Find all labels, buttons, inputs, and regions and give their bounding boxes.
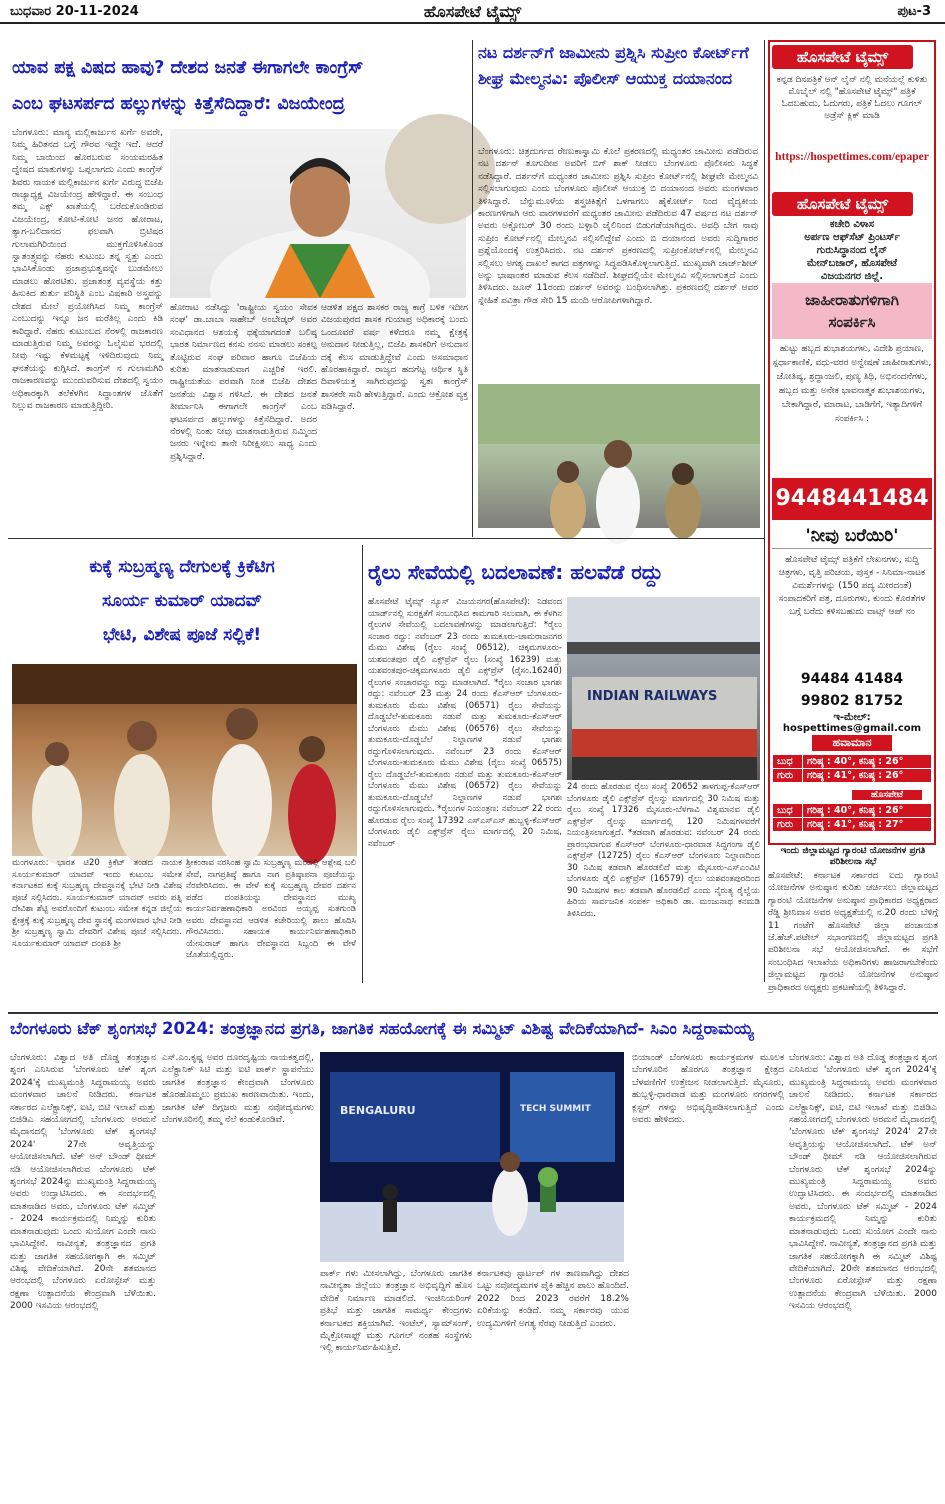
office-line-3: ಗುರುಸಿದ್ಧಾನಂದ ಲೈನ್ xyxy=(816,245,888,256)
sidebar-story-body: ಹೊಸಪೇಟೆ: ಕರ್ನಾಟಕ ಸರ್ಕಾರದ ಐದು ಗ್ಯಾರಂಟಿ ಯೋಜನೆಗಳ ಅನುಷ್ಠಾನ ಕುರಿತು ಚರ್ಚಿಸಲು ಜಿಲ್ಲಾಮಟ್ಟದ ಗ್ಯಾರಂಟಿ ಯೋಜನೆಗಳ ಅನುಷ್ಠಾನ ಪ್ರಾಧಿಕಾರದ ಅಧ್ಯಕ್ಷರಾದ ರೆಡ್ಡಿ ಶ್ರೀನಿವಾಸ ಅವರ ಅಧ್ಯಕ್ಷತೆಯಲ್ಲಿ ನ.20 ರಂದು ಬೆಳಿಗ್ಗೆ 11 ಗಂಟೆಗೆ ಹೊಸಪೇಟೆ ಜಿಲ್ಲಾ ಪಂಚಾಯತ ಜೆ.ಹೆಚ್.ಪಟೇಲ್ ಸಭಾಂಗಣದಲ್ಲಿ ಜಿಲ್ಲಾಮಟ್ಟದ ಪ್ರಗತಿ ಪರಿಶೀಲನಾ ಸಭೆ ಆಯೋಜಿಸಲಾಗಿದೆ. ಈ ಸಭೆಗೆ ಸಂಬಂಧಿಸಿದ ಇಲಾಖೆಯ ಅಧಿಕಾರಿಗಳು ಹಾಜರಾಗಬೇಕೆಂದು ಜಿಲ್ಲಾಮಟ್ಟದ ಗ್ಯಾರಂಟಿ ಯೋಜನೆಗಳ ಅನುಷ್ಠಾನ ಪ್ರಾಧಿಕಾರದ ಅಧ್ಯಕ್ಷರು ಪ್ರಕಟಣೆಯಲ್ಲಿ ತಿಳಿಸಿದ್ದಾರೆ. xyxy=(768,871,938,993)
story5-headline: ಬೆಂಗಳೂರು ಟೆಕ್ ಶೃಂಗಸಭೆ 2024: ತಂತ್ರಜ್ಞಾನದ ಪ್ರಗತಿ, ಜಾಗತಿಕ ಸಹಯೋಗಕ್ಕೆ ಈ ಸಮ್ಮಿಟ್ ವಿಶಿಷ್ಟ ವೇದಿಕೆಯಾಗಿದೆ- ಸಿಎಂ ಸಿದ್ದರಾಮಯ್ಯ xyxy=(10,1019,754,1038)
weather-day-4: ಗುರು xyxy=(773,818,803,832)
tech-summit-photo xyxy=(320,1052,624,1262)
weather-temp-3: ಗರಿಷ್ಠ : 40°, ಕನಿಷ್ಠ : 26° xyxy=(803,804,932,818)
story5-col1: ಬೆಂಗಳೂರು: ವಿಶ್ವಾದ ಅತಿ ದೊಡ್ಡ ತಂತ್ರಜ್ಞಾನ ಶೃಂಗ ಎನಿಸಿರುವ 'ಬೆಂಗಳೂರು ಟೆಕ್ ಶೃಂಗ 2024'ಕ್ಕೆ ಮುಖ್ಯಮಂತ್ರಿ ಸಿದ್ದರಾಮಯ್ಯ ಅವರು ಮಂಗಳವಾರ ಚಾಲನೆ ನೀಡಿದರು. ಕರ್ನಾಟಕ ಸರ್ಕಾರದ ಎಲೆಕ್ಟ್ರಾನಿಕ್ಸ್, ಐಟಿ, ಬಿಟಿ ಇಲಾಖೆ ಮತ್ತು ಬಿಜಿಡಿಎ ಸಹಯೋಗದಲ್ಲಿ ಬೆಂಗಳೂರು ಅರಮನೆ ಮೈದಾನದಲ್ಲಿ 'ಬೆಂಗಳೂರು ಟೆಕ್ ಶೃಂಗಸಭೆ 2024' 27ನೇ ಆವೃತ್ತಿಯನ್ನು ಆಯೋಜಿಸಲಾಗಿದೆ. ಟೆಕ್ ಅನ್ ಬೌಂಡ್ ಥೀಮ್ ನಡಿ ಆಯೋಜಿಸಲಾಗಿರುವ ಬೆಂಗಳೂರು ಟೆಕ್ ಶೃಂಗಸಭೆ 2024ನ್ನು ಮುಖ್ಯಮಂತ್ರಿ ಸಿದ್ದರಾಮಯ್ಯ ಅವರು ಉದ್ಘಾಟಿಸಿದರು. ಈ ಸಂದರ್ಭದಲ್ಲಿ ಮಾತನಾಡಿದ ಅವರು, ಬೆಂಗಳೂರು ಟೆಕ್ ಸಮ್ಮಿಟ್ - 2024 ಕಾರ್ಯಕ್ರಮದಲ್ಲಿ ನಿಮ್ಮನ್ನು ಕುರಿತು ಮಾತನಾಡುವುದು ಒಂದು ಸುಯೋಗ ಎಂದೇ ನಾನು ಭಾವಿಸಿದ್ದೇನೆ. ನಾವೀನ್ಯತೆ, ತಂತ್ರಜ್ಞಾನದ ಪ್ರಗತಿ ಮತ್ತು ಜಾಗತಿಕ ಸಹಯೋಗಕ್ಕಾಗಿ ಈ ಸಮ್ಮಿಟ್ ವಿಶಿಷ್ಟ ವೇದಿಕೆಯಾಗಿದೆ. 20ನೇ ಶತಮಾನದ ಆರಂಭದಲ್ಲಿ ಬೆಂಗಳೂರು ಏರೋಸ್ಪೇಸ್ ಮತ್ತು ರಕ್ಷಣಾ ಉತ್ಪಾದನೆಯ ಕೇಂದ್ರವಾಗಿ ಬೆಳೆಯಿತು. 2000 ಇಸವಿಯ ಆರಂಭದಲ್ಲಿ xyxy=(10,1053,156,1312)
weather-day-2: ಗುರು xyxy=(773,769,803,783)
story1-col3: ಆಡಳಿತ ಪಕ್ಷದ ಶಾಸಕರ ರಾಜ್ಯ ಕಾಗ್ರೆ ಬಳಿಕ ಇದೀಗ ವಿಜಯಪುರದ ಶಾಸಕ ಗುಯಾಪ್ರ ಅಧಿಕಾರಕ್ಕೆ ಬಂದು ಒಂದೂವರೆ ವರ್ಷ ಕಳೆದರೂ ನಮ್ಮ ಕ್ಷೇತ್ರಕ್ಕೆ ಅನುದಾನ ನೀಡುತ್ತಿಲ್ಲ, ಬಿಜೆಪಿ ಶಾಸಕರಿಗೆ ಅನುದಾನ ದಕ್ಕೆ ಕೆಲಸ ಮಾಡುತ್ತಿದ್ದೇವೆ ಎಂದು ಅಸಮಾಧಾನ ಹೊರಹಾಕಿದ್ದಾರೆ. ರಾಜ್ಯದ ಹದಗೆಟ್ಟ ಆರ್ಥಿಕ ಸ್ಥಿತಿ ದಿವಾಳಿಯತ್ತ ಸಾಗಿರುವುದನ್ನು ಸ್ವತಃ ಕಾಂಗ್ರೆಸ್ ಶಾಸಕರೇ ಸಾರಿ ಹೇಳುತ್ತಿದ್ದಾರೆ. ಎಂದು ಆಕ್ರೋಶ ವ್ಯಕ್ತ ಪಡಿಸಿದ್ದಾರೆ. xyxy=(321,303,468,413)
story1-col2: ಹೋರಾಟ ನಡೆಸಿದ್ದು 'ರಾಷ್ಟ್ರೀಯ ಸ್ವಯಂ ಸೇವಕ ಸಂಘ' ಡಾ.ಬಾಬಾ ಸಾಹೇಬ್ ಅಂಬೇಡ್ಕರ್ ಅವರ ಸಂವಿಧಾನದ ಆಶಯಕ್ಕೆ ಧಕ್ಕೆಯಾಗದಂತೆ ಬಲಿಷ್ಠ ಭಾರತ ನಿರ್ಮಾಣದ ಕನಸು ನನಸು ಮಾಡಲು ಸಂಕಲ್ಪ ತೊಟ್ಟಿರುವ ಸಂಘ ಪರಿವಾರ ಹಾಗೂ ಬಿಜೆಪಿಯ ಕುರಿತು ಮಾತನಾಡುವಾಗ ಎಚ್ಚರಿಕೆ ಇರಲಿ. ರಾಷ್ಟ್ರೀಯತೆಯ ಪರವಾಗಿ ನಿಂತ ಬಿಜೆಪಿ ದೇಶದ ಜನತೆಯ ವಿಶ್ವಾಸ ಗಳಿಸಿದೆ. ಈ ದೇಶದ ಜನತೆ ತೀರ್ಮಾನಿಸಿ ಈಗಾಗಲೇ ಕಾಂಗ್ರೆಸ್ ಎಂಬ ಘಟಸರ್ಪದ ಹಲ್ಲುಗಳನ್ನು ಕಿತ್ತೆಸೆದಿದ್ದಾರೆ. ಅದರ ನೆರಳಲ್ಲಿ ನಿಂತು ನೀವು ಮಾತನಾಡುತ್ತಿರುವ ನಿಮ್ಮಿಂದ ಜನರು ಇನ್ನೇನು ತಾನೇ ನಿರೀಕ್ಷಿಸಲು ಸಾಧ್ಯ ಎಂದು ಪ್ರಶ್ನಿಸಿದ್ದಾರೆ. xyxy=(170,303,317,462)
sidebar-story-title: ಇಂದು ಜಿಲ್ಲಾಮಟ್ಟದ ಗ್ಯಾರಂಟಿ ಯೋಜನೆಗಳ ಪ್ರಗತಿ ಪರಿಶೀಲನಾ ಸಭೆ xyxy=(780,846,926,867)
stage-text-1: BENGALURU xyxy=(340,1104,416,1117)
story2-body: ಬೆಂಗಳೂರು: ಚಿತ್ರದುರ್ಗದ ರೇಣುಕಾಸ್ವಾಮಿ ಕೊಲೆ ಪ್ರಕರಣದಲ್ಲಿ ಮಧ್ಯಂತರ ಜಾಮೀನು ಪಡೆದಿರುವ ನಟ ದರ್ಶನ್ ತೂಗುದೀಪ ಅವರಿಗೆ ಬಿಗ್ ಶಾಕ್ ನೀಡಲು ಬೆಂಗಳೂರು ಪೊಲೀಸರು ಸಿದ್ಧತೆ ನಡೆಸಿದ್ದಾರೆ. ದರ್ಶನ್‌ಗೆ ಮಧ್ಯಂತರ ಜಾಮೀನು ಪ್ರಶ್ನಿಸಿ ಸುಪ್ರೀಂ ಕೋರ್ಟ್‌ನಲ್ಲಿ ಶೀಘ್ರವೇ ಮೇಲ್ಮನವಿ ಸಲ್ಲಿಸಲಾಗುವುದು ಎಂದು ಬೆಂಗಳೂರು ಪೊಲೀಸ್ ಆಯುಕ್ತ ಬಿ ದಯಾನಂದ ಅವರು ಮಂಗಳವಾರ ತಿಳಿಸಿದ್ದಾರೆ. ಬೆನ್ನುಮೂಳೆಯ ಶಸ್ತ್ರಚಿಕಿತ್ಸೆಗೆ ಒಳಗಾಗಲು ಹೈಕೋರ್ಟ್ ನಿಂದ ವೈದ್ಯಕೀಯ ಕಾರಣಗಳಿಗಾಗಿ ಆರು ವಾರಗಳವರೆಗೆ ಮಧ್ಯಂತರ ಜಾಮೀನು ಪಡೆದಿರುವ 47 ವರ್ಷದ ನಟ ದರ್ಶನ್ ಅವರು ಅಕ್ಟೋಬರ್ 30 ರಂದು ಬಳ್ಳಾರಿ ಜೈಲಿನಿಂದ ಬಿಡುಗಡೆಯಾಗಿದ್ದರು. ಅವಧಿ ಬೇಗ ನಾವು ಸುಪ್ರೀಂ ಕೋರ್ಟ್‌ನಲ್ಲಿ ಮೇಲ್ಮನವಿ ಸಲ್ಲಿಸಲಿದ್ದೇವೆ ಎಂದು ಬಿ ದಯಾನಂದ ಅವರು ಸುದ್ದಿಗಾರರ ಪ್ರಶ್ನೆಯೊಂದಕ್ಕೆ ಉತ್ತರಿಸಿದರು. ನಟ ದರ್ಶನ್ ಪ್ರಕರಣದಲ್ಲಿ ಸುಪ್ರೀಂಕೋರ್ಟ್‌ನಲ್ಲಿ ಮೇಲ್ಮನವಿ ಸಲ್ಲಿಸಲು ಅಗತ್ಯ ದಾಖಲೆ ಕಾಗದ ಪತ್ರಗಳನ್ನು ಸಿದ್ಧಪಡಿಸಿಕೊಳ್ಳಲಾಗುತ್ತಿದೆ. ಮುಖ್ಯವಾಗಿ ಜಾರ್ಜ್‌ಶೀಟ್ ಅನ್ನು ಭಾಷಾಂತರ ಮಾಡುವ ಕೆಲಸ ನಡೆದಿದೆ. ಶೀಘ್ರದಲ್ಲಿಯೇ ಮೇಲ್ಮನವಿ ಸಲ್ಲಿಸಲಾಗುತ್ತದೆ ಎಂದು ತಿಳಿಸಿದರು. ಜೂನ್ 11ರಂದು ದರ್ಶನ್ ಅವರನ್ನು ಬಂಧಿಸಲಾಗಿತ್ತು. ಪ್ರಕರಣದಲ್ಲಿ ದರ್ಶನ್ ಆವರ ಸ್ನೇಹಿತೆ ಪವಿತ್ರಾ ಗೌಡ ಸೇರಿ 15 ಮಂದಿ ಆರೋಪಿಗಳಾಗಿದ್ದಾರೆ. xyxy=(478,147,758,306)
sidebar-brand-band: ಹೊಸಪೇಟೆ ಟೈಮ್ಸ್ xyxy=(772,45,913,69)
phone-1[interactable]: 94484 41484 xyxy=(800,671,904,687)
vijayendra-photo xyxy=(170,129,466,298)
weather-day-1: ಬುಧ xyxy=(773,755,803,769)
office-line-4: ಮೇನ್‌ಬಜಾರ್, ಹೊಸಪೇಟೆ xyxy=(806,258,898,269)
story1-col1: ಬೆಂಗಳೂರು: ಮಾನ್ಯ ಮಲ್ಲಿಕಾರ್ಜುನ ಖರ್ಗೆ ಅವರೇ, ನಿಮ್ಮ ಹಿರಿತನದ ಬಗ್ಗೆ ಗೌರವ ಇದ್ದೇ ಇದೆ. ಆದರೆ ನಿಮ್ಮ ಬಾಯಿಂದ ಹೊರಬರುವ ಸಂಯಮರಹಿತ ದ್ವೇಷದ ಮಾತುಗಳನ್ನು ಒಪ್ಪಲಾಗದು ಎಂದು ಕಾಂಗ್ರೆಸ್ ಶಿವರು ನಾಯಕ ಮಲ್ಲಿಕಾರ್ಜುನ ಖರ್ಗೆ ವಿರುದ್ಧ ಬಿಜೆಪಿ ರಾಜ್ಯಾಧ್ಯಕ್ಷ ವಿಜಯೇಂದ್ರ ಹೇಳಿದ್ದಾರೆ. ಈ ಸಂಬಂಧ ತಮ್ಮ ಎಕ್ಸ್ ಖಾತೆಯಲ್ಲಿ ಬರೆದುಕೊಂಡಿರುವ ವಿಜಯೇಂದ್ರ, ಕೋಟಿ-ಕೋಟಿ ಜನರ ಹೋರಾಟ, ತ್ಯಾಗ-ಬಲಿದಾನದ ಫಲವಾಗಿ ಬ್ರಿಟಿಷರ ಗುಲಾಮಗಿರಿಯಿಂದ ಮುಕ್ತಗೊಳಿಸಿಕೊಂಡ ಸ್ವಾತಂತ್ರ್ಯವನ್ನು ನೆಹರು ಕುಟುಂಬ ತನ್ನ ಸ್ವತ್ತು ಎಂದು ಭಾವಿಸಿಕೊಂಡು ಪ್ರಜಾಪ್ರಭುತ್ವವನ್ನೇ ಬುಡಮೇಲು ಮಾಡಲು ಹೊರಟಿತು. ಪ್ರಜಾತಂತ್ರ ವ್ಯವಸ್ಥೆಯ ಕತ್ತು ಹಿಸುಕಿದ ತುರ್ತು ಪರಿಸ್ಥಿತಿ ಎಂಬ ವಿಷಕಾರಿ ಅಸ್ತ್ರವನ್ನು ದೇಶದ ಮೇಲೆ ಪ್ರಯೋಗಿಸಿದ ನಿಮ್ಮ ಕಾಂಗ್ರೆಸ್ ಎಂಬುದನ್ನು ಇನ್ನೂ ಜನ ಮರೆತಿಲ್ಲ ಎಂದು ಕಿಡಿ ಕಾರಿದ್ದಾರೆ. ನೆಹರು ಕುಟುಂಬದ ನೆರಳಲ್ಲಿ ರಾಜಕಾರಣ ಮಾಡುತ್ತಿರುವ ನಿಮ್ಮ ಅವರನ್ನು ಓಲೈಸುವ ಭರದಲ್ಲಿ ನೀವು ಇಷ್ಟು ಕೆಳಮಟ್ಟಕ್ಕೆ ಇಳಿದಿರುವುದು ನಿಮ್ಮ ಘನತೆಯನ್ನು ಕುಗ್ಗಿಸಿದೆ. ಕಾಂಗ್ರೆಸ್ ನ ಗುಲಾಮಗಿರಿ ರಾಜಕಾರಣವನ್ನು ಮುಂದುವರಿಸುವ ದೇಶದಲ್ಲಿ ಸ್ವಯಂ ಅಧಿಕಾರಕ್ಕಾಗಿ ತಲೆಕೆಳಗಿನ ಸಿದ್ಧಾಂತಗಳ ಜೊತೆಗೆ ನಿಲ್ಲುವ ರಾಜಕಾರಣ ಮಾಡುತ್ತಿದ್ದೀರಿ. xyxy=(12,128,163,411)
issue-date: ಬುಧವಾರ 20-11-2024 xyxy=(10,4,139,19)
story5-col5: ಬಿಯಾಂಡ್ ಬೆಂಗಳೂರು ಕಾರ್ಯಕ್ರಮಗಳ ಮೂಲಕ ಬೆಂಗಳೂರಿನ ಹೊರಗೂ ತಂತ್ರಜ್ಞಾನ ಕ್ಷೇತ್ರದ ಬೆಳವಣಿಗೆಗೆ ಉತ್ತೇಜನ ನೀಡಲಾಗುತ್ತಿದೆ. ಮೈಸೂರು, ಹುಬ್ಬಳ್ಳಿ-ಧಾರವಾಡ ಮತ್ತು ಮಂಗಳೂರು ನಗರಗಳಲ್ಲಿ ಕ್ಲಸ್ಟರ್ ಗಳನ್ನು ಅಭಿವೃದ್ಧಿಪಡಿಸಲಾಗುತ್ತಿದೆ ಎಂದು ಅವರು ಹೇಳಿದರು. xyxy=(632,1053,784,1126)
weather-day-3: ಬುಧ xyxy=(773,804,803,818)
story3-headline-line3: ಭೇಟಿ, ವಿಶೇಷ ಪೂಜೆ ಸಲ್ಲಿಕೆ! xyxy=(102,625,262,645)
weather-table-2 xyxy=(772,803,932,832)
story4-headline: ರೈಲು ಸೇವೆಯಲ್ಲಿ ಬದಲಾವಣೆ: ಹಲವೆಡೆ ರದ್ದು xyxy=(368,560,663,584)
story3-col1: ಮಂಗಳೂರು: ಭಾರತ ಟಿ20 ಕ್ರಿಕೆಟ್ ತಂಡದ ನಾಯಕ ಸೂರ್ಯಕುಮಾರ್ ಯಾದವ್ ಇಂದು ಕುಟುಂಬ ಸಮೇತ ಕರ್ನಾಟಕದ ಕುಕ್ಕೆ ಸುಬ್ರಹ್ಮಣ್ಯ ದೇವಸ್ಥಾನಕ್ಕೆ ಭೇಟಿ ನೀಡಿ ವಿಶೇಷ ಪೂಜೆ ಸಲ್ಲಿಸಿದರು. ಸೂರ್ಯಕುಮಾರ್ ಯಾದವ್ ಅವರು ಪತ್ನಿ ದೇವಿಶಾ ಶೆಟ್ಟಿ ಅವರೊಂದಿಗೆ ಕುಟುಂಬ ಸಮೇತ ಕನ್ನಡ ಜಿಲ್ಲೆಯ ಕ್ಷೇತ್ರಕ್ಕೆ ಕುಕ್ಕೆ ಸುಬ್ರಹ್ಮಣ್ಯ ದೇವ ಸ್ಥಾನಕ್ಕೆ ಮಂಗಳವಾರ ಭೇಟಿ ನೀಡಿ ಶ್ರೀ ಸುಬ್ರಹ್ಮಣ್ಯ ಸ್ವಾಮಿ ದೇವರಿಗೆ ವಿಶೇಷ ಪೂಜೆ ಸಲ್ಲಿಸಿದರು. ಸೂರ್ಯಕುಮಾರ್ ಯಾದವ್ ದಂಪತಿ ಶ್ರೀ xyxy=(12,858,182,949)
story3-headline-line2: ಸೂರ್ಯ ಕುಮಾರ್ ಯಾದವ್ xyxy=(101,591,263,611)
story1-headline-line1: ಯಾವ ಪಕ್ಷ ವಿಷದ ಹಾವು? ದೇಶದ ಜನತೆ ಈಗಾಗಲೇ ಕಾಂಗ್ರೆಸ್ xyxy=(12,58,364,78)
weather-table-1 xyxy=(772,754,932,783)
office-line-5: ವಿಜಯನಗರ ಜಿಲ್ಲೆ. xyxy=(820,271,884,282)
office-line-2: ಅರ್ಪಣ ಆಫ್‌ಸೆಟ್ ಪ್ರಿಂಟರ್ಸ್ xyxy=(804,232,900,243)
weather-subtitle: ಹೊಸಪೇಟೆ xyxy=(852,790,922,800)
you-write-heading: 'ನೀವು ಬರೆಯಿರಿ' xyxy=(772,526,932,549)
indian-railways-photo xyxy=(567,597,760,780)
ad-phone-band: 9448441484 xyxy=(772,478,932,520)
sidebar-about-text: ಕನ್ನಡ ದಿನಪತ್ರಿಕೆ ಆನ್ ಲೈನ್ ನಲ್ಲಿ ಮನೆಯಲ್ಲೆ ಕುಳಿತು ಮೊಬೈಲ್ ನಲ್ಲಿ "ಹೊಸಪೇಟೆ ಟೈಮ್ಸ್" ಪತ್ರಿಕೆ ಓದಬಹುದು, ಓದುಗರು, ಪತ್ರಿಕೆ ಓದಲು ಗೂಗಲ್ ಅಡ್ರೆಸ್ ಕ್ಲಿಕ್ ಮಾಡಿ xyxy=(776,75,928,121)
phone-2[interactable]: 99802 81752 xyxy=(800,693,904,709)
story4-col1: ಹೊಸಪೇಟೆ ಟೈಮ್ಸ್ ನ್ಯೂಸ್ ವಿಜಯನಗರ(ಹೊಸಪೇಟೆ): ನಿಡವಂದ ಯಾರ್ಡ್‌ನಲ್ಲಿ ಸುರಕ್ಷತೆಗೆ ಸಂಬಂಧಿಸಿದ ಕಾಮಗಾರಿ ಸಲುವಾಗಿ, ಈ ಕೆಳಗಿನ ರೈಲುಗಳ ಸೇವೆಯಲ್ಲಿ ಬದಲಾವಣೆಗಳನ್ನು ಮಾಡಲಾಗುತ್ತಿದೆ: *ರೈಲು ಸಂಚಾರ ರದ್ದು: ನವೆಂಬರ್ 23 ರಂದು ತುಮಕೂರು-ಚಾಮರಾಜನಗರ ಮೆಮು ವಿಶೇಷ (ರೈಲು ಸಂಖ್ಯೆ 06512), ಚಿಕ್ಕಮಗಳೂರು-ಯಶವಂತಪುರ ಡೈಲಿ ಎಕ್ಸ್‌ಪ್ರೆಸ್ ರೈಲು (ಸಂಖ್ಯೆ 16239) ಮತ್ತು ಯಶವಂತಪುರ-ಚಿಕ್ಕಮಗಳೂರು ಡೈಲಿ ಎಕ್ಸ್‌ಪ್ರೆಸ್ (ರೈಸಂ.16240) ರೈಲುಗಳ ಸಂಚಾರವನ್ನು ರದ್ದು ಮಾಡಲಾಗಿದೆ. *ರೈಲು ಸಂಚಾರ ಭಾಗಶಃ ರದ್ದು: ನವೆಂಬರ್ 23 ಮತ್ತು 24 ರಂದು ಕೆಎಸ್‌ಆರ್ ಬೆಂಗಳೂರು-ತುಮಕೂರು ಮೆಮು ವಿಶೇಷ (06571) ರೈಲು ಸೇವೆಯನ್ನು ದೊಡ್ಡಬೆಲೆ-ತುಮಕೂರು ನಡುವೆ ಮತ್ತು ತುಮಕೂರು-ಕೆಎಸ್‌ಆರ್ ಬೆಂಗಳೂರು ಮೆಮು ವಿಶೇಷ (06576) ರೈಲು ಸೇವೆಯನ್ನು ತುಮಕೂರು-ದೊಡ್ಡಬೆಲೆ ನಿಲ್ದಾಣಗಳ ನಡುವೆ ಭಾಗಶಃ ರದ್ದುಗೊಳಿಸಲಾಗುವುದು. ನವೆಂಬರ್ 23 ರಂದು ಕೆಎಸ್‌ಆರ್ ಬೆಂಗಳೂರು-ತುಮಕೂರು ಮೆಮು ವಿಶೇಷ (ರೈಲು ಸಂಖ್ಯೆ 06575) ರೈಲು ದೊಡ್ಡಬೆಲೆ-ತುಮಕೂರು ನಡುವೆ ಮತ್ತು ತುಮಕೂರು-ಕೆಎಸ್‌ಆರ್ ಬೆಂಗಳೂರು ಮೆಮು ವಿಶೇಷ (06572) ರೈಲು ಸೇವೆಯನ್ನು ತುಮಕೂರು-ದೊಡ್ಡಬೆಲೆ ನಿಲ್ದಾಣಗಳ ನಡುವೆ ಭಾಗಶಃ ರದ್ದುಗೊಳಿಸಲಾಗುವುದು. *ರೈಲುಗಳ ನಿಯಂತ್ರಣ: ನವೆಂಬರ್ 22 ರಂದು ಹೊರಡುವ ರೈಲು ಸಂಖ್ಯೆ 17392 ಎಸ್‌ಎಸ್‌ಎಸ್ ಹುಬ್ಬಳ್ಳಿ-ಕೆಎಸ್‌ಆರ್ ಬೆಂಗಳೂರು ಡೈಲಿ ಎಕ್ಸ್‌ಪ್ರೆಸ್ ರೈಲು ಮಾರ್ಗದಲ್ಲಿ 20 ನಿಮಿಷ, ನವೆಂಬರ್ xyxy=(368,597,562,849)
email-address[interactable]: hospettimes@gmail.com xyxy=(782,723,922,734)
weather-temp-2: ಗರಿಷ್ಠ : 41°, ಕನಿಷ್ಠ : 26° xyxy=(803,769,932,783)
weather-temp-1: ಗರಿಷ್ಠ : 40°, ಕನಿಷ್ಠ : 26° xyxy=(803,755,932,769)
story3-col2: ಶ್ರೀಕಂಠಾವ ನರಸಿಂಹ ಸ್ವಾಮಿ ಸುಬ್ರಹ್ಮಣ್ಯ ಮಠದಲ್ಲಿ ಆಶ್ಲೇಷ ಬಲಿ ಸೇವೆ, ನಾಗಪ್ರತಿಷ್ಠೆ ಹಾಗೂ ನಾಗ ಪ್ರತಿಷ್ಠಾಪನಾ ಪೂಜೆಯನ್ನು ನೆರವೇರಿಸಿದರು. ಈ ವೇಳೆ ಕುಕ್ಕೆ ಸುಬ್ರಹ್ಮಣ್ಯ ದೇವರ ದರ್ಶನ ಪಡೆದ ದಂಪತಿಯನ್ನು ದೇವಸ್ಥಾನದ ಮುಖ್ಯ ಕಾರ್ಯನಿರ್ವಹಣಾಧಿಕಾರಿ ಅರವಿಂದ ಅಯ್ಯಪ್ಪ ಸುತಗುಂಡಿ ಅವರು ದೇವಸ್ಥಾನದ ಆಡಳಿತ ಕಚೇರಿಯಲ್ಲಿ ಶಾಲು ಹೊದಿಸಿ ಗೌರವಿಸಿದರು. ಸಹಾಯಕ ಕಾರ್ಯನಿರ್ವಹಣಾಧಿಕಾರಿ ಯೇಸುರಾಜ್ ಹಾಗೂ ದೇವಸ್ಥಾನದ ಸಿಬ್ಬಂದಿ ಈ ವೇಳೆ ಜೊತೆಯಲ್ಲಿದ್ದರು. xyxy=(186,858,356,960)
newspaper-title: ಹೊಸಪೇಟೆ ಟೈಮ್ಸ್ xyxy=(423,2,522,21)
ad-title-line-1: ಜಾಹೀರಾತುಗಳಿಗಾಗಿ xyxy=(805,291,899,309)
story4-col2: 24 ರಂದು ಹೊರಡುವ ರೈಲು ಸಂಖ್ಯೆ 20652 ತಾಳಗುಪ್ಪ-ಕೆಎಸ್‌ಆರ್ ಬೆಂಗಳೂರು ಡೈಲಿ ಎಕ್ಸ್‌ಪ್ರೆಸ್ ರೈಲನ್ನು ಮಾರ್ಗದಲ್ಲಿ 30 ನಿಮಿಷ ಮತ್ತು ರೈಲು ಸಂಖ್ಯೆ 17326 ಮೈಸೂರು-ಬೆಳಗಾವಿ ವಿಶ್ವಮಾನವ ಡೈಲಿ ಎಕ್ಸ್‌ಪ್ರೆಸ್ ರೈಲನ್ನು ಮಾರ್ಗದಲ್ಲಿ 120 ನಿಮಿಷಗಳವರೆಗೆ ನಿಯಂತ್ರಿಸಲಾಗುತ್ತದೆ. *ತಡವಾಗಿ ಹೊರಡುವ: ನವೆಂಬರ್ 24 ರಂದು ಪ್ರಾರಂಭವಾಗುವ ಕೆಎಸ್‌ಆರ್ ಬೆಂಗಳೂರು-ಧಾರವಾಡ ಸಿದ್ಧಗಂಗಾ ಡೈಲಿ ಎಕ್ಸ್‌ಪ್ರೆಸ್ (12725) ರೈಲು ಕೆಎಸ್‌ಆರ್ ಬೆಂಗಳೂರು ನಿಲ್ದಾಣದಿಂದ 30 ನಿಮಿಷ ತಡವಾಗಿ ಹೊರಡಲಿದೆ ಮತ್ತು ಮೈಸೂರು-ಎಸ್‌ಎಂವಿಟಿ ಬೆಂಗಳೂರು ಡೈಲಿ ಎಕ್ಸ್‌ಪ್ರೆಸ್ (16579) ರೈಲು ಯಶವಂತಪುರದಿಂದ 90 ನಿಮಿಷಗಳ ಕಾಲ ತಡವಾಗಿ ಹೊರಡಲಿದೆ ಎಂದು ನೈರುತ್ಯ ರೈಲ್ವೆಯ ಹಿರಿಯ ಸಾರ್ವಜನಿಕ ಸಂಪರ್ಕ ಅಧಿಕಾರಿ ಡಾ. ಮಂಜುನಾಥ ಕನಮಡಿ ತಿಳಿಸಿದರು. xyxy=(567,782,760,919)
story3-headline xyxy=(12,550,352,652)
story5-col2: ಎಸ್.ಎಂ.ಕೃಷ್ಣ ಅವರ ದೂರದೃಷ್ಟಿಯ ನಾಯಕತ್ವದಲ್ಲಿ, ಎಲೆಕ್ಟ್ರಾನಿಕ್ ಸಿಟಿ ಮತ್ತು ಐಟಿ ಪಾರ್ಕ್ ಸ್ಥಾಪನೆಯು ಜಾಗತಿಕ ತಂತ್ರಜ್ಞಾನ ಕೇಂದ್ರವಾಗಿ ಬೆಂಗಳೂರು ಹೊರಹೊಮ್ಮಲು ಪ್ರಮುಖ ಕಾರಣವಾಯಿತು. ಇಂದು, ಜಾಗತಿಕ ಟೆಕ್ ದಿಗ್ಗಜರು ಮತ್ತು ನವೋದ್ಯಮಗಳು ಬೆಂಗಳೂರಿನಲ್ಲಿ ತಮ್ಮ ನೆಲೆ ಕಂಡುಕೊಂಡಿವೆ. xyxy=(162,1053,314,1126)
ad-title-line-2: ಸಂಪರ್ಕಿಸಿ xyxy=(828,313,876,331)
story3-headline-line1: ಕುಕ್ಕೆ ಸುಬ್ರಹ್ಮಣ್ಯ ದೇಗುಲಕ್ಕೆ ಕ್ರಿಕೆಟಿಗ xyxy=(89,557,275,577)
loco-label: INDIAN RAILWAYS xyxy=(587,689,718,704)
you-write-body: ಹೊಸಪೇಟೆ ಟೈಮ್ಸ್ ಪತ್ರಿಕೆಗೆ ಲೇಖನಗಳು, ಸುದ್ದಿ ಚಿತ್ರಗಳು, ವೃತ್ತಿ ಪರಿಚಯ, ಪುಸ್ತಕ - ಸಿನಿಮಾ-ನಾಟಕ ವಿಮರ್ಶೆಗಳನ್ನು (150 ಪದ್ಯ ಮೀರದಂತೆ) ಸಂಪಾದಕರಿಗೆ ಪತ್ರ, ದೂರುಗಳು, ಕುಂದು ಕೊರತೆಗಳ ಬಗ್ಗೆ ಬರೆದು ಕಳಿಸಬಹುದು ವಾಟ್ಸ್ ಆಪ್ ನಂ xyxy=(778,555,926,617)
darshan-photo xyxy=(478,384,760,528)
sidebar-brand-band-2: ಹೊಸಪೇಟೆ ಟೈಮ್ಸ್ xyxy=(772,192,913,216)
masthead xyxy=(0,0,945,24)
email-label: ಇ-ಮೇಲ್: xyxy=(833,712,871,723)
stage-text-2: TECH SUMMIT xyxy=(520,1104,591,1114)
ad-title-band xyxy=(772,283,932,339)
page-number: ಪುಟ-3 xyxy=(897,4,931,19)
ad-categories: ಹುಟ್ಟು ಹಬ್ಬದ ಶುಭಾಶಯಗಳು, ವಿದೇಶಿ ಪ್ರಯಾಣ, ಸ್ಪರ್ಧಾಕಾಣಿಕೆ, ವಧು-ವರರ ಅನ್ವೇಷಣೆ ಜಾಹೀರಾತುಗಳು, ಜೋತಿಷ್ಯ, ಶ್ರದ್ಧಾಂಜಲಿ, ಪುಣ್ಯ ತಿಥಿ, ಅಭಿನಂದನೆಗಳು, ಹಬ್ಬದ ಮತ್ತು ಅನೇಕ ಭಾವನಾತ್ಮಕ ಶುಭಾಶಯಗಳು, ಬೇಕಾಗಿದ್ದಾರೆ, ಮಾರಾಟ, ಬಾಡಿಗೆಗೆ, ಇತ್ಯಾದಿಗಳಿಗೆ ಸಂಪರ್ಕಿಸಿ : xyxy=(772,344,932,424)
weather-temp-4: ಗರಿಷ್ಠ : 41°, ಕನಿಷ್ಠ : 27° xyxy=(803,818,932,832)
suryakumar-temple-photo xyxy=(12,664,357,856)
office-address xyxy=(772,218,932,283)
epaper-link[interactable]: https://hospettimes.com/epaper xyxy=(775,151,929,163)
story1-headline-line2: ಎಂಬ ಘಟಸರ್ಪದ ಹಲ್ಲುಗಳನ್ನು ಕಿತ್ತೆಸೆದಿದ್ದಾರೆ: ವಿಜಯೇಂದ್ರ xyxy=(12,94,345,114)
story5-col4: ಕರ್ನಾಟಕವು ಸ್ಟಾರ್ಟಪ್ ಗಳ ತಾಣವಾಗಿದ್ದು ದೇಶದ ಒಟ್ಟು ನವೋದ್ಯಮಗಳ ಪೈಕಿ ಹೆಚ್ಚಿನ ಪಾಲು ಹೊಂದಿದೆ. 2022 ರಿಂದ 2023 ರವರೆಗೆ 18.2% ಏರಿಕೆಯನ್ನು ಕಂಡಿದೆ. ನಮ್ಮ ಸರ್ಕಾರವು ಯುವ ಉದ್ಯಮಿಗಳಿಗೆ ಅಗತ್ಯ ನೆರವು ನೀಡುತ್ತಿದೆ ಎಂದರು. xyxy=(477,1269,629,1329)
weather-title: ಹವಾಮಾನ xyxy=(812,735,892,751)
story5-col6: ಬೆಂಗಳೂರು: ವಿಶ್ವಾದ ಅತಿ ದೊಡ್ಡ ತಂತ್ರಜ್ಞಾನ ಶೃಂಗ ಎನಿಸಿರುವ 'ಬೆಂಗಳೂರು ಟೆಕ್ ಶೃಂಗ 2024'ಕ್ಕೆ ಮುಖ್ಯಮಂತ್ರಿ ಸಿದ್ದರಾಮಯ್ಯ ಅವರು ಮಂಗಳವಾರ ಚಾಲನೆ ನೀಡಿದರು. ಕರ್ನಾಟಕ ಸರ್ಕಾರದ ಎಲೆಕ್ಟ್ರಾನಿಕ್ಸ್, ಐಟಿ, ಬಿಟಿ ಇಲಾಖೆ ಮತ್ತು ಬಿಜಿಡಿಎ ಸಹಯೋಗದಲ್ಲಿ ಬೆಂಗಳೂರು ಅರಮನೆ ಮೈದಾನದಲ್ಲಿ 'ಬೆಂಗಳೂರು ಟೆಕ್ ಶೃಂಗಸಭೆ 2024' 27ನೇ ಆವೃತ್ತಿಯನ್ನು ಆಯೋಜಿಸಲಾಗಿದೆ. ಟೆಕ್ ಅನ್ ಬೌಂಡ್ ಥೀಮ್ ನಡಿ ಆಯೋಜಿಸಲಾಗಿರುವ ಬೆಂಗಳೂರು ಟೆಕ್ ಶೃಂಗಸಭೆ 2024ನ್ನು ಮುಖ್ಯಮಂತ್ರಿ ಸಿದ್ದರಾಮಯ್ಯ ಅವರು ಉದ್ಘಾಟಿಸಿದರು. ಈ ಸಂದರ್ಭದಲ್ಲಿ ಮಾತನಾಡಿದ ಅವರು, ಬೆಂಗಳೂರು ಟೆಕ್ ಸಮ್ಮಿಟ್ - 2024 ಕಾರ್ಯಕ್ರಮದಲ್ಲಿ ನಿಮ್ಮನ್ನು ಕುರಿತು ಮಾತನಾಡುವುದು ಒಂದು ಸುಯೋಗ ಎಂದೇ ನಾನು ಭಾವಿಸಿದ್ದೇನೆ. ನಾವೀನ್ಯತೆ, ತಂತ್ರಜ್ಞಾನದ ಪ್ರಗತಿ ಮತ್ತು ಜಾಗತಿಕ ಸಹಯೋಗಕ್ಕಾಗಿ ಈ ಸಮ್ಮಿಟ್ ವಿಶಿಷ್ಟ ವೇದಿಕೆಯಾಗಿದೆ. 20ನೇ ಶತಮಾನದ ಆರಂಭದಲ್ಲಿ ಬೆಂಗಳೂರು ಏರೋಸ್ಪೇಸ್ ಮತ್ತು ರಕ್ಷಣಾ ಉತ್ಪಾದನೆಯ ಕೇಂದ್ರವಾಗಿ ಬೆಳೆಯಿತು. 2000 ಇಸವಿಯ ಆರಂಭದಲ್ಲಿ xyxy=(789,1053,937,1312)
story5-col3: ಪಾರ್ಕ್ ಗಳು ಮೀಸಲಾಗಿದ್ದು, ಬೆಂಗಳೂರು ಜಾಗತಿಕ ನಾವೀನ್ಯತಾ ಜಿಲ್ಲೆಯು ತಂತ್ರಜ್ಞಾನ ಅಭಿವೃದ್ಧಿಗೆ ಹೊಸ ವೇದಿಕೆ ನಿರ್ಮಾಣ ಮಾಡಲಿದೆ. ಇಂಜಿನಿಯರಿಂಗ್ ಪ್ರತಿಭೆ ಮತ್ತು ಜಾಗತಿಕ ಸಾಮರ್ಥ್ಯ ಕೇಂದ್ರಗಳು ಕರ್ನಾಟಕದ ಶಕ್ತಿಯಾಗಿವೆ. ಇಂಟೆಲ್, ಸ್ಯಾಮ್‌ಸಂಗ್, ಮೈಕ್ರೋಸಾಫ್ಟ್ ಮತ್ತು ಗೂಗಲ್ ನಂತಹ ಸಂಸ್ಥೆಗಳು ಇಲ್ಲಿ ಕಾರ್ಯನಿರ್ವಹಿಸುತ್ತಿವೆ. xyxy=(320,1269,472,1354)
whatsapp-numbers xyxy=(772,668,932,712)
email-line xyxy=(772,712,932,734)
office-line-1: ಕಚೇರಿ ವಿಳಾಸ xyxy=(829,219,875,230)
story2-headline: ನಟ ದರ್ಶನ್‌ಗೆ ಜಾಮೀನು ಪ್ರಶ್ನಿಸಿ ಸುಪ್ರೀಂ ಕೋರ್ಟ್‌ಗೆ ಶೀಘ್ರ ಮೇಲ್ಮನವಿ: ಪೊಲೀಸ್ ಆಯುಕ್ತ ದಯಾನಂದ xyxy=(478,43,749,88)
